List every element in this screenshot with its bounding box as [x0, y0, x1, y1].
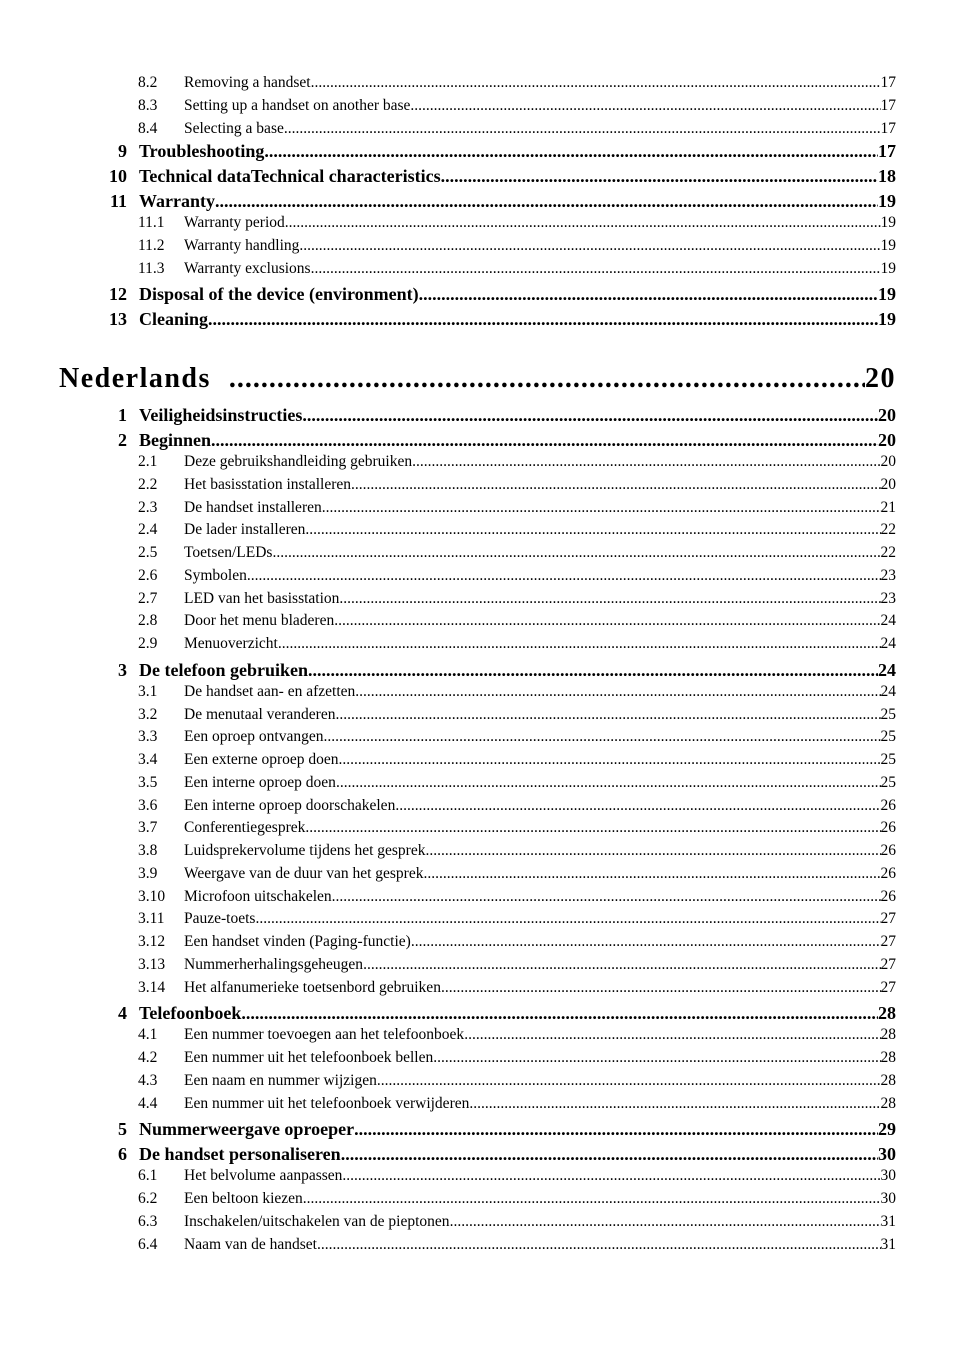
toc-subentry[interactable] — [138, 236, 896, 255]
entry-title: Disposal of the device (environment) — [139, 284, 419, 305]
entry-page-number: 19 — [880, 236, 896, 254]
toc-subentry[interactable] — [138, 933, 896, 951]
toc-subentry[interactable] — [138, 978, 896, 997]
entry-number: 8.4 — [138, 119, 158, 137]
toc-subentry[interactable] — [138, 682, 896, 701]
entry-title: Een interne oproep doen — [184, 773, 336, 791]
dot-leader — [229, 363, 865, 395]
entry-page-number: 17 — [878, 141, 896, 161]
toc-subentry[interactable] — [138, 1049, 896, 1067]
entry-number: 4.1 — [138, 1026, 158, 1044]
entry-title: Nummerherhalingsgeheugen — [184, 955, 364, 973]
entry-title: Een beltoon kiezen — [184, 1190, 303, 1207]
entry-page-number: 24 — [880, 612, 896, 630]
entry-title: Een interne oproep doorschakelen — [184, 796, 396, 814]
entry-number: 2.3 — [138, 498, 158, 516]
entry-number: 9 — [118, 141, 127, 161]
toc-subentry[interactable] — [138, 498, 896, 517]
entry-title: Veiligheidsinstructies — [139, 405, 303, 425]
entry-title: Een externe oproep doen — [184, 751, 339, 768]
entry-page-number: 24 — [880, 682, 896, 700]
entry-number: 2.4 — [138, 521, 158, 539]
entry-page-number: 26 — [880, 819, 896, 837]
toc-chapter-entry[interactable] — [118, 1119, 896, 1140]
entry-number: 2.5 — [138, 544, 158, 561]
toc-chapter-entry[interactable] — [109, 284, 896, 305]
entry-number: 3.10 — [138, 887, 166, 905]
entry-title: De handset installeren — [184, 498, 322, 516]
entry-title: Beginnen — [139, 430, 212, 450]
dot-leader — [334, 612, 880, 630]
dot-leader — [433, 1049, 880, 1067]
toc-subentry[interactable] — [138, 796, 896, 815]
toc-subentry[interactable] — [138, 728, 896, 746]
dot-leader — [342, 1167, 880, 1185]
entry-title: Menuoverzicht — [184, 635, 278, 652]
entry-page-number: 22 — [880, 544, 896, 561]
dot-leader — [308, 660, 878, 681]
entry-number: 2.2 — [138, 475, 158, 493]
entry-title: Microfoon uitschakelen — [184, 887, 332, 905]
entry-number: 4.2 — [138, 1049, 158, 1066]
entry-title: Telefoonboek — [139, 1003, 242, 1024]
entry-page-number: 19 — [878, 191, 896, 211]
dot-leader — [272, 544, 880, 562]
entry-title: De menutaal veranderen — [184, 705, 336, 723]
toc-subentry[interactable] — [138, 842, 896, 860]
dot-leader — [441, 166, 878, 187]
entry-page-number: 27 — [880, 910, 896, 928]
entry-page-number: 19 — [880, 259, 896, 277]
dot-leader — [423, 865, 880, 883]
entry-number: 3.3 — [138, 728, 158, 746]
entry-page-number: 19 — [880, 214, 896, 231]
entry-title: Warranty period — [184, 214, 285, 231]
entry-page-number: 24 — [880, 635, 896, 652]
entry-title: Symbolen — [184, 566, 247, 584]
dot-leader — [208, 309, 878, 330]
entry-page-number: 28 — [880, 1049, 896, 1066]
entry-title: Warranty exclusions — [184, 259, 311, 277]
dot-leader — [419, 284, 878, 305]
dot-leader — [354, 1119, 878, 1140]
toc-subentry[interactable] — [138, 1026, 896, 1044]
dot-leader — [351, 476, 880, 494]
toc-subentry[interactable] — [138, 751, 896, 769]
entry-title: Het belvolume aanpassen — [184, 1167, 343, 1185]
entry-page-number: 25 — [880, 705, 896, 723]
toc-chapter-entry[interactable] — [109, 309, 896, 330]
entry-page-number: 26 — [880, 864, 896, 882]
entry-number: 4 — [118, 1003, 127, 1024]
entry-title: Warranty — [139, 191, 215, 211]
entry-number: 13 — [109, 309, 127, 330]
dot-leader — [303, 1190, 881, 1208]
entry-title: LED van het basisstation — [184, 589, 340, 607]
entry-number: 3.6 — [138, 796, 158, 814]
entry-title: Een nummer uit het telefoonboek verwijderen — [184, 1094, 470, 1112]
toc-subentry[interactable] — [138, 119, 896, 138]
entry-number: 3 — [118, 659, 127, 680]
entry-title: Inschakelen/uitschakelen van de pieptonen — [184, 1212, 450, 1230]
entry-page-number: 25 — [880, 751, 896, 768]
entry-number: 10 — [109, 166, 127, 186]
dot-leader — [332, 888, 881, 906]
entry-number: 5 — [118, 1119, 127, 1140]
entry-number: 8.3 — [138, 96, 158, 114]
entry-number: 3.9 — [138, 864, 158, 882]
dot-leader — [305, 819, 880, 837]
entry-page-number: 27 — [880, 978, 896, 996]
dot-leader — [322, 499, 881, 517]
entry-page-number: 30 — [880, 1167, 896, 1185]
toc-subentry[interactable] — [138, 1094, 896, 1113]
toc-chapter-entry[interactable] — [109, 191, 896, 212]
dot-leader — [264, 141, 878, 162]
dot-leader — [464, 1026, 880, 1044]
toc-chapter-entry[interactable] — [118, 405, 896, 426]
toc-subentry[interactable] — [138, 1167, 896, 1185]
entry-page-number: 22 — [880, 521, 896, 539]
entry-page-number: 17 — [880, 119, 896, 137]
entry-page-number: 27 — [880, 933, 896, 950]
entry-page-number: 17 — [880, 96, 896, 114]
entry-title: Deze gebruikshandleiding gebruiken — [184, 453, 413, 470]
entry-page-number: 30 — [880, 1190, 896, 1207]
entry-title: Toetsen/LEDs — [184, 544, 273, 561]
entry-page-number: 24 — [878, 659, 896, 680]
dot-leader — [411, 933, 881, 951]
entry-number: 2.6 — [138, 566, 158, 584]
entry-title: Het alfanumerieke toetsenbord gebruiken — [184, 978, 441, 996]
entry-number: 3.7 — [138, 819, 158, 837]
toc-chapter-entry[interactable] — [109, 166, 896, 187]
toc-subentry[interactable] — [138, 887, 896, 906]
entry-page-number: 20 — [878, 430, 896, 450]
entry-number: 2.9 — [138, 635, 158, 652]
entry-title: Nederlands — [59, 363, 211, 394]
toc-chapter-entry[interactable] — [118, 1003, 896, 1024]
dot-leader — [302, 405, 878, 426]
entry-page-number: 27 — [880, 955, 896, 973]
dot-leader — [255, 910, 880, 928]
dot-leader — [335, 706, 880, 724]
toc-chapter-entry[interactable] — [118, 659, 896, 681]
entry-page-number: 18 — [878, 166, 896, 186]
entry-title: Een oproep ontvangen — [184, 728, 324, 746]
entry-number: 4.3 — [138, 1071, 158, 1089]
entry-page-number: 20 — [878, 405, 896, 425]
entry-title: De handset aan- en afzetten — [184, 682, 356, 700]
entry-title: Een nummer toevoegen aan het telefoonboek — [184, 1026, 465, 1044]
toc-subentry[interactable] — [138, 864, 896, 883]
entry-number: 3.11 — [138, 910, 165, 928]
entry-title: Door het menu bladeren — [184, 612, 335, 630]
toc-subentry[interactable] — [138, 1235, 896, 1254]
toc-subentry[interactable] — [138, 214, 896, 232]
dot-leader — [284, 120, 881, 138]
entry-number: 4.4 — [138, 1094, 158, 1112]
toc-subentry[interactable] — [138, 475, 896, 494]
toc-subentry[interactable] — [138, 1071, 896, 1090]
toc-subentry[interactable] — [138, 453, 896, 471]
entry-page-number: 25 — [880, 728, 896, 746]
dot-leader — [395, 797, 880, 815]
entry-number: 2.8 — [138, 612, 158, 630]
entry-page-number: 28 — [878, 1003, 896, 1024]
language-heading[interactable] — [59, 363, 896, 395]
dot-leader — [441, 979, 881, 997]
entry-number: 3.12 — [138, 933, 166, 950]
entry-page-number: 26 — [880, 887, 896, 905]
entry-title: Weergave van de duur van het gesprek — [184, 864, 424, 882]
toc-subentry[interactable] — [138, 96, 896, 115]
entry-page-number: 29 — [878, 1119, 896, 1140]
dot-leader — [341, 1144, 878, 1165]
dot-leader — [450, 1213, 881, 1231]
entry-number: 11.1 — [138, 214, 165, 231]
dot-leader — [469, 1095, 880, 1113]
dot-leader — [299, 237, 880, 255]
entry-title: Troubleshooting — [139, 141, 265, 161]
dot-leader — [241, 1003, 878, 1024]
entry-number: 6.3 — [138, 1212, 158, 1230]
entry-page-number: 20 — [865, 363, 896, 394]
toc-subentry[interactable] — [138, 259, 896, 278]
dot-leader — [377, 1072, 881, 1090]
dot-leader — [285, 214, 881, 232]
dot-leader — [339, 590, 880, 608]
entry-page-number: 28 — [880, 1071, 896, 1089]
entry-title: Een handset vinden (Paging-functie) — [184, 933, 411, 950]
entry-title: Selecting a base — [184, 119, 284, 137]
entry-page-number: 31 — [880, 1235, 896, 1253]
entry-title: Nummerweergave oproeper — [139, 1119, 355, 1140]
dot-leader — [355, 683, 880, 701]
entry-number: 3.4 — [138, 751, 158, 768]
dot-leader — [317, 1236, 881, 1254]
entry-number: 11.2 — [138, 236, 165, 254]
entry-number: 3.1 — [138, 682, 158, 700]
dot-leader — [278, 635, 881, 653]
entry-page-number: 23 — [880, 566, 896, 584]
entry-title: Removing a handset — [184, 74, 311, 91]
entry-page-number: 28 — [880, 1094, 896, 1112]
toc-subentry[interactable] — [138, 612, 896, 630]
entry-page-number: 20 — [880, 453, 896, 470]
toc-chapter-entry[interactable] — [118, 1144, 896, 1165]
toc-subentry[interactable] — [138, 1190, 896, 1208]
entry-title: De telefoon gebruiken — [139, 659, 308, 680]
entry-title: Conferentiegesprek — [184, 819, 306, 837]
toc-subentry[interactable] — [138, 705, 896, 724]
entry-number: 11 — [109, 191, 127, 211]
entry-page-number: 25 — [880, 773, 896, 791]
entry-page-number: 20 — [880, 475, 896, 493]
entry-number: 1 — [118, 405, 127, 425]
entry-page-number: 28 — [880, 1026, 896, 1044]
dot-leader — [215, 191, 878, 212]
toc-subentry[interactable] — [138, 566, 896, 585]
toc-subentry[interactable] — [138, 521, 896, 539]
dot-leader — [410, 97, 880, 115]
entry-number: 3.5 — [138, 773, 158, 791]
entry-page-number: 31 — [880, 1212, 896, 1230]
entry-page-number: 19 — [878, 284, 896, 305]
dot-leader — [336, 774, 881, 792]
entry-title: Naam van de handset — [184, 1235, 317, 1253]
entry-number: 2.7 — [138, 589, 158, 607]
dot-leader — [323, 728, 880, 746]
entry-title: Pauze-toets — [184, 910, 256, 928]
entry-title: Het basisstation installeren — [184, 475, 352, 493]
entry-number: 11.3 — [138, 259, 165, 277]
entry-title: Een naam en nummer wijzigen — [184, 1071, 377, 1089]
entry-title: De lader installeren — [184, 521, 306, 539]
entry-number: 6 — [118, 1144, 127, 1165]
entry-number: 3.8 — [138, 842, 158, 859]
entry-number: 6.1 — [138, 1167, 158, 1185]
toc-subentry[interactable] — [138, 589, 896, 608]
entry-title: Warranty handling — [184, 236, 300, 254]
entry-page-number: 23 — [880, 589, 896, 607]
entry-number: 3.14 — [138, 978, 166, 996]
toc-subentry[interactable] — [138, 773, 896, 792]
toc-subentry[interactable] — [138, 635, 896, 653]
entry-title: De handset personaliseren — [139, 1144, 341, 1165]
entry-page-number: 26 — [880, 796, 896, 814]
entry-number: 3.2 — [138, 705, 158, 723]
entry-title: Cleaning — [139, 309, 209, 330]
dot-leader — [211, 430, 878, 451]
entry-title: Luidsprekervolume tijdens het gesprek — [184, 842, 426, 859]
toc-subentry[interactable] — [138, 955, 896, 974]
toc-subentry[interactable] — [138, 819, 896, 837]
dot-leader — [305, 521, 880, 539]
toc-chapter-entry[interactable] — [118, 141, 896, 162]
dot-leader — [363, 956, 880, 974]
entry-page-number: 26 — [880, 842, 896, 859]
toc-subentry[interactable] — [138, 544, 896, 562]
dot-leader — [311, 74, 881, 92]
entry-number: 2 — [118, 430, 127, 450]
entry-page-number: 30 — [878, 1144, 896, 1165]
entry-number: 6.2 — [138, 1190, 158, 1207]
entry-number: 12 — [109, 284, 127, 305]
entry-title: Een nummer uit het telefoonboek bellen — [184, 1049, 434, 1066]
entry-title: Technical dataTechnical characteristics — [139, 166, 441, 186]
toc-subentry[interactable] — [138, 74, 896, 92]
dot-leader — [412, 453, 880, 471]
entry-page-number: 17 — [880, 74, 896, 91]
entry-title: Setting up a handset on another base — [184, 96, 411, 114]
dot-leader — [339, 751, 881, 769]
dot-leader — [247, 567, 881, 585]
dot-leader — [425, 842, 880, 860]
entry-number: 6.4 — [138, 1235, 158, 1253]
dot-leader — [311, 260, 881, 278]
entry-page-number: 21 — [880, 498, 896, 516]
toc-subentry[interactable] — [138, 910, 896, 928]
toc-subentry[interactable] — [138, 1212, 896, 1231]
toc-chapter-entry[interactable] — [118, 430, 896, 451]
entry-number: 2.1 — [138, 453, 158, 470]
entry-number: 3.13 — [138, 955, 166, 973]
entry-page-number: 19 — [878, 309, 896, 330]
entry-number: 8.2 — [138, 74, 158, 91]
